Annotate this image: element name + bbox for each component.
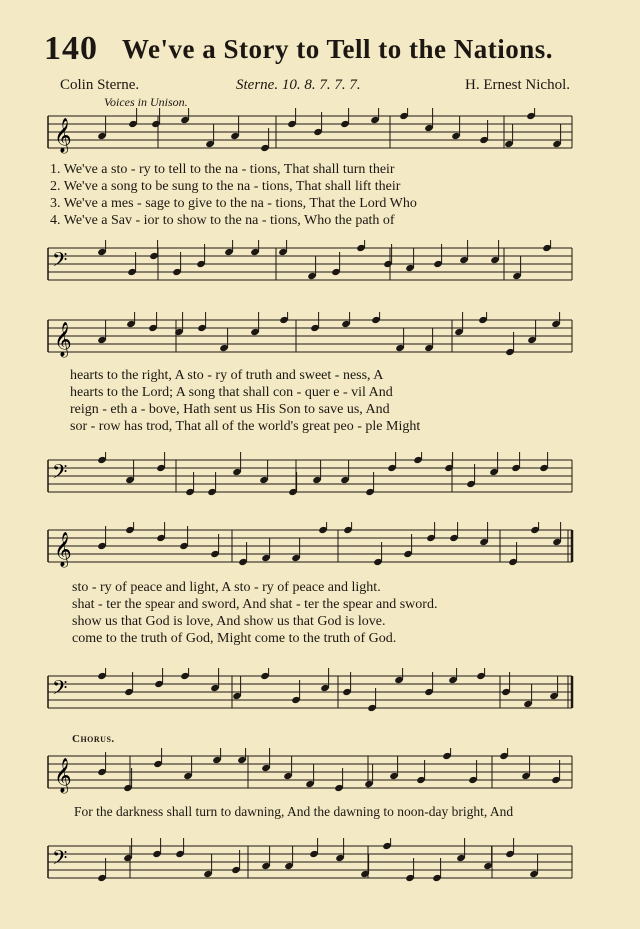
tune-meter: Sterne. 10. 8. 7. 7. 7. [236, 77, 361, 93]
staff-lines [48, 116, 572, 148]
lyric-line: 2. We've a song to be sung to the na - tions, That shall lift their [50, 179, 401, 194]
credits-row [60, 77, 570, 97]
bass-staff [42, 838, 576, 890]
lyric-line: sor - row has trod, That all of the world's great peo - ple Might [70, 419, 421, 434]
lyric-line: For the darkness shall turn to dawning, And the dawning to noon-day bright, And [74, 804, 514, 819]
lyric-line: 4. We've a Sav - ior to show to the na - tions, Who the path of [50, 213, 395, 228]
treble-clef-icon: 𝄞 [54, 532, 72, 567]
treble-staff [42, 522, 576, 574]
lyric-line: hearts to the right, A sto - ry of truth and sweet - ness, A [70, 368, 384, 383]
bass-clef-icon: 𝄢 [52, 676, 68, 704]
treble-staff [42, 108, 576, 160]
composer-credit: H. Ernest Nichol. [465, 77, 570, 93]
bass-staff [42, 452, 576, 504]
hymn-number: 140 [44, 30, 98, 67]
bass-clef-icon: 𝄢 [52, 846, 68, 874]
bass-clef-icon: 𝄢 [52, 248, 68, 276]
lyric-line: come to the truth of God, Might come to the truth of God. [72, 631, 397, 646]
bass-staff [42, 668, 576, 720]
chorus-label: Chorus. [72, 733, 115, 745]
treble-staff [42, 748, 576, 800]
lyric-line: 3. We've a mes - sage to give to the na - tions, That the Lord Who [50, 196, 417, 211]
lyric-line: hearts to the Lord; A song that shall con - quer e - vil And [70, 385, 393, 400]
hymn-title: We've a Story to Tell to the Nations. [122, 34, 553, 64]
lyric-line: show us that God is love, And show us that God is love. [72, 614, 386, 629]
treble-staff [42, 312, 576, 364]
bass-staff [42, 240, 576, 292]
lyric-line: 1. We've a sto - ry to tell to the na - tions, That shall turn their [50, 162, 395, 177]
treble-clef-icon: 𝄞 [54, 118, 72, 153]
lyric-line: shat - ter the spear and sword, And shat - ter the spear and sword. [72, 597, 438, 612]
author-credit: Colin Sterne. [60, 77, 140, 93]
performance-direction: Voices in Unison. [104, 95, 188, 109]
treble-clef-icon: 𝄞 [54, 322, 72, 357]
lyric-line: sto - ry of peace and light, A sto - ry of peace and light. [72, 580, 381, 595]
treble-clef-icon: 𝄞 [54, 758, 72, 793]
bass-clef-icon: 𝄢 [52, 460, 68, 488]
lyric-line: reign - eth a - bove, Hath sent us His Son to save us, And [70, 402, 390, 417]
